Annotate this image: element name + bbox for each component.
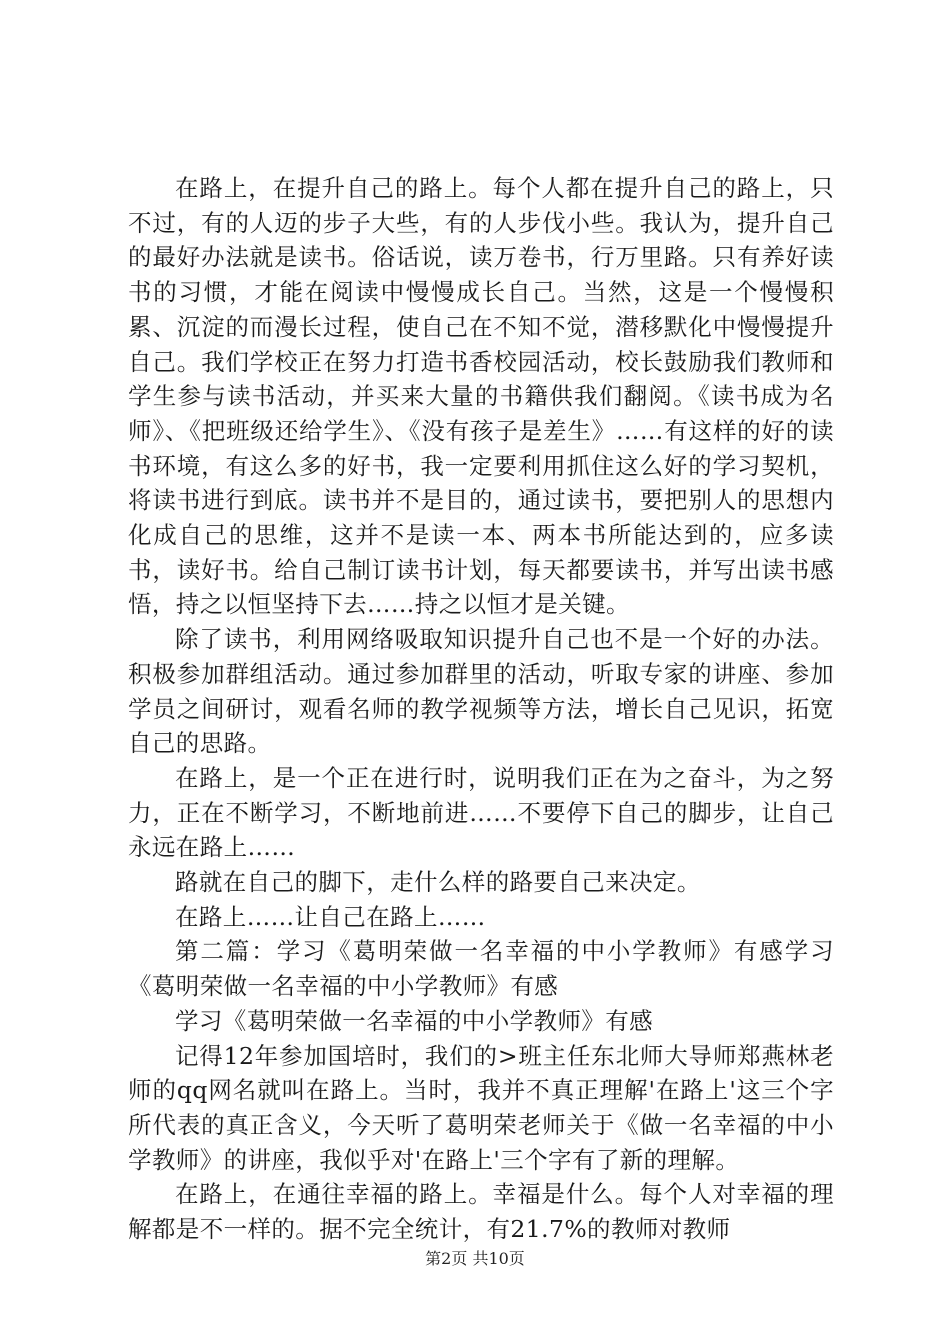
paragraph-1: 在路上，在提升自己的路上。每个人都在提升自己的路上，只不过，有的人迈的步子大些，有的人步伐小些。我认为，提升自己的最好办法就是读书。俗话说，读万卷书，行万里路。只有养好读书的习惯，才能在阅读中慢慢成长自己。当然，这是一个慢慢积累、沉淀的而漫长过程，使自己在不知不觉，潜移默化中慢慢提升自己。我们学校正在努力打造书香校园活动，校长鼓励我们教师和学生参与读书活动，并买来大量的书籍供我们翻阅。《读书成为名师》、《把班级还给学生》、《没有孩子是差生》……有这样的好的读书环境，有这么多的好书，我一定要利用抓住这么好的学习契机，将读书进行到底。读书并不是目的，通过读书，要把别人的思想内化成自己的思维，这并不是读一本、两本书所能达到的，应多读书，读好书。给自己制订读书计划，每天都要读书，并写出读书感悟，持之以恒坚持下去……持之以恒才是关键。 [128, 174, 834, 619]
section-heading: 第二篇：学习《葛明荣做一名幸福的中小学教师》有感学习《葛明荣做一名幸福的中小学教师》有感 [128, 937, 834, 1001]
paragraph-8: 记得12年参加国培时，我们的>班主任东北师大导师郑燕林老师的qq网名就叫在路上。当时，我并不真正理解'在路上'这三个字所代表的真正含义，今天听了葛明荣老师关于《做一名幸福的中小学教师》的讲座，我似乎对'在路上'三个字有了新的理解。 [128, 1041, 834, 1174]
document-body [128, 171, 834, 1247]
paragraph-4: 路就在自己的脚下，走什么样的路要自己来决定。 [175, 868, 701, 897]
paragraph-9: 在路上，在通往幸福的路上。幸福是什么。每个人对幸福的理解都是不一样的。据不完全统计，有21.7%的教师对教师 [128, 1180, 834, 1244]
paragraph-5: 在路上……让自己在路上…… [175, 902, 486, 931]
page-number-footer: 第2页 共10页 [425, 1249, 525, 1268]
section-subtitle: 学习《葛明荣做一名幸福的中小学教师》有感 [175, 1006, 653, 1035]
paragraph-2: 除了读书，利用网络吸取知识提升自己也不是一个好的办法。积极参加群组活动。通过参加群里的活动，听取专家的讲座、参加学员之间研讨，观看名师的教学视频等方法，增长自己见识，拓宽自己的思路。 [128, 625, 834, 758]
paragraph-3: 在路上，是一个正在进行时，说明我们正在为之奋斗，为之努力，正在不断学习，不断地前进……不要停下自己的脚步，让自己永远在路上…… [128, 763, 834, 862]
